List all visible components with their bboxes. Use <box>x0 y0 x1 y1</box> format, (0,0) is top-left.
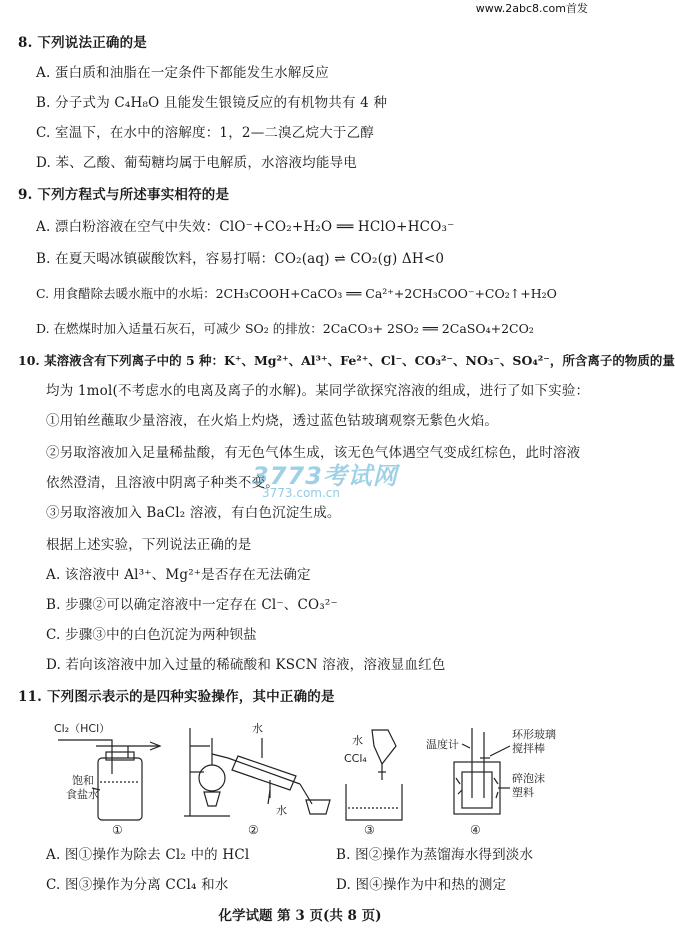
fig4-foam-label-1: 碎泡沫 <box>512 772 545 785</box>
q8-option-a: A. 蛋白质和油脂在一定条件下都能发生水解反应 <box>36 65 329 81</box>
q10-option-c: C. 步骤③中的白色沉淀为两种钡盐 <box>46 627 257 643</box>
watermark-sub: 3773.com.cn <box>262 486 340 500</box>
fig1-liquid-label-2: 食盐水 <box>66 788 99 801</box>
q9-stem: 9. 下列方程式与所述事实相符的是 <box>18 187 230 203</box>
fig1-number: ① <box>112 823 123 837</box>
figure-4-calorimeter <box>426 727 556 837</box>
fig4-stirrer-label-2: 搅拌棒 <box>512 742 545 755</box>
q10-stem-line2: 均为 1mol(不考虑水的电离及离子的水解)。某同学欲探究溶液的组成，进行了如下实验： <box>46 383 590 399</box>
q9-option-a: A. 漂白粉溶液在空气中失效：ClO⁻+CO₂+H₂O ══ HClO+HCO₃⁻ <box>36 219 455 235</box>
watermark-main: 3773考试网 <box>252 462 398 490</box>
q10-option-a: A. 该溶液中 Al³⁺、Mg²⁺是否存在无法确定 <box>46 567 311 583</box>
figure-2-distillation <box>184 721 330 837</box>
fig4-foam-label-2: 塑料 <box>512 786 534 799</box>
fig3-ccl4-label: CCl₄ <box>344 752 367 765</box>
fig1-gas-label: Cl₂（HCl） <box>54 722 111 735</box>
fig1-liquid-label-1: 饱和 <box>72 774 94 787</box>
q11-option-c: C. 图③操作为分离 CCl₄ 和水 <box>46 877 229 893</box>
fig2-water-top-label: 水 <box>252 722 263 735</box>
fig3-number: ③ <box>364 823 375 837</box>
fig4-number: ④ <box>470 823 481 837</box>
q10-option-b: B. 步骤②可以确定溶液中一定存在 Cl⁻、CO₃²⁻ <box>46 597 338 613</box>
q11-option-b: B. 图②操作为蒸馏海水得到淡水 <box>336 847 534 863</box>
q8-stem: 8. 下列说法正确的是 <box>18 35 147 51</box>
q8-option-c: C. 室温下，在水中的溶解度：1，2—二溴乙烷大于乙醇 <box>36 125 375 141</box>
q11-stem: 11. 下列图示表示的是四种实验操作，其中正确的是 <box>18 689 335 705</box>
q10-step2b: 依然澄清，且溶液中阴离子种类不变。 <box>46 475 279 491</box>
page-footer: 化学试题 第 3 页(共 8 页) <box>218 908 382 924</box>
q8-option-d: D. 苯、乙酸、葡萄糖均属于电解质，水溶液均能导电 <box>36 155 357 171</box>
figure-1-gas-washing <box>54 722 160 837</box>
q10-step1: ①用铂丝蘸取少量溶液，在火焰上灼烧，透过蓝色钴玻璃观察无紫色火焰。 <box>46 413 499 429</box>
q10-option-d: D. 若向该溶液中加入过量的稀硫酸和 KSCN 溶液，溶液显血红色 <box>46 657 446 673</box>
q11-option-d: D. 图④操作为中和热的测定 <box>336 877 507 893</box>
fig4-stirrer-label-1: 环形玻璃 <box>512 728 556 741</box>
q10-step2a: ②另取溶液加入足量稀盐酸，有无色气体生成，该无色气体遇空气变成红棕色，此时溶液 <box>46 445 581 461</box>
q9-option-b: B. 在夏天喝冰镇碳酸饮料，容易打嗝：CO₂(aq) ⇌ CO₂(g) ΔH<0 <box>36 251 445 267</box>
figure-3-separatory-funnel <box>344 730 402 837</box>
fig3-water-label: 水 <box>352 734 363 747</box>
fig2-number: ② <box>248 823 259 837</box>
q10-step3: ③另取溶液加入 BaCl₂ 溶液，有白色沉淀生成。 <box>46 505 341 521</box>
q10-stem-line1: 10. 某溶液含有下列离子中的 5 种：K⁺、Mg²⁺、Al³⁺、Fe²⁺、Cl⁻、CO₃²⁻、NO₃⁻、SO₄²⁻，所含离子的物质的量 <box>18 353 675 368</box>
q11-option-a: A. 图①操作为除去 Cl₂ 中的 HCl <box>46 847 250 863</box>
site-header: www.2abc8.com首发 <box>475 2 588 15</box>
q10-ask: 根据上述实验，下列说法正确的是 <box>46 537 252 553</box>
apparatus-figures <box>0 718 600 838</box>
q8-option-b: B. 分子式为 C₄H₈O 且能发生银镜反应的有机物共有 4 种 <box>36 95 388 111</box>
fig2-water-bottom-label: 水 <box>276 804 287 817</box>
fig4-thermometer-label: 温度计 <box>426 738 459 751</box>
q9-option-c: C. 用食醋除去暖水瓶中的水垢：2CH₃COOH+CaCO₃ ══ Ca²⁺+2CH₃COO⁻+CO₂↑+H₂O <box>36 286 557 301</box>
q9-option-d: D. 在燃煤时加入适量石灰石，可减少 SO₂ 的排放：2CaCO₃+ 2SO₂ ══ 2CaSO₄+2CO₂ <box>36 321 534 336</box>
